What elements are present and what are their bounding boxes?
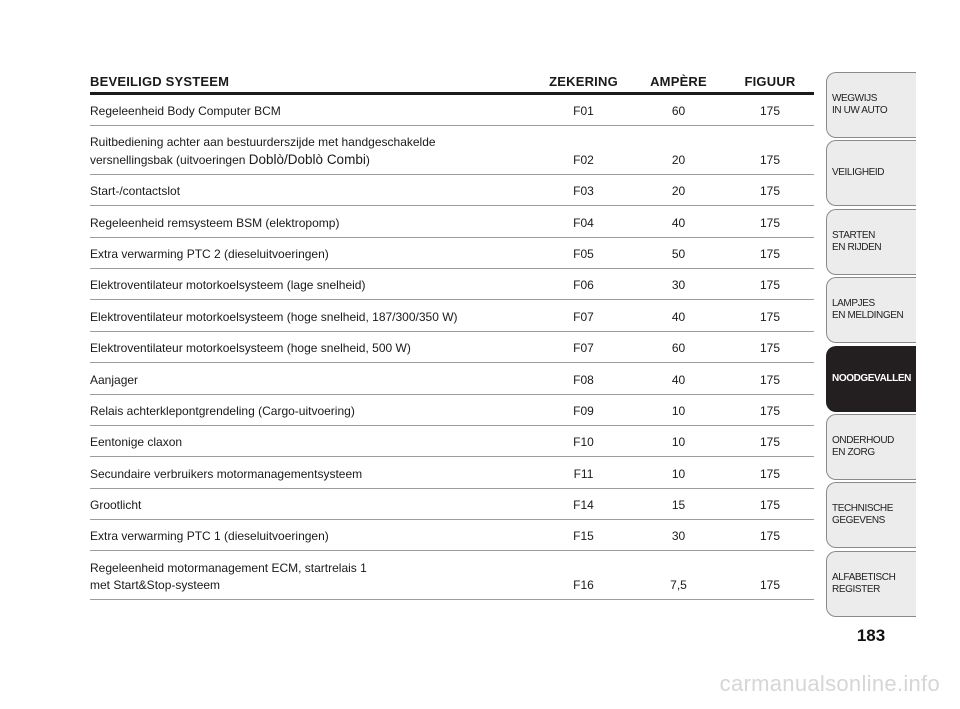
cell-fuse: F16 bbox=[573, 577, 594, 592]
cell-system: Elektroventilateur motorkoelsysteem (lage snelheid) bbox=[90, 278, 366, 293]
cell-ampere: 40 bbox=[671, 309, 686, 324]
cell-system: Grootlicht bbox=[90, 498, 142, 513]
cell-system-line2-c: ) bbox=[365, 152, 370, 167]
cell-figure: 175 bbox=[759, 435, 781, 450]
tab-veiligheid[interactable]: VEILIGHEID bbox=[826, 140, 916, 206]
cell-fuse: F11 bbox=[573, 466, 594, 481]
cell-ampere: 15 bbox=[671, 498, 686, 513]
cell-system: Regeleenheid Body Computer BCM bbox=[90, 104, 281, 119]
header-ampere: AMPÈRE bbox=[650, 73, 707, 89]
cell-system bbox=[90, 134, 536, 169]
cell-figure: 175 bbox=[759, 466, 781, 481]
cell-ampere: 20 bbox=[671, 152, 686, 167]
header-figure: FIGUUR bbox=[744, 73, 796, 89]
table-row bbox=[90, 126, 814, 174]
cell-figure: 175 bbox=[759, 104, 781, 119]
cell-system: Start-/contactslot bbox=[90, 184, 181, 199]
cell-fuse: F07 bbox=[573, 341, 594, 356]
cell-ampere: 30 bbox=[671, 278, 686, 293]
header-system: BEVEILIGD SYSTEEM bbox=[90, 73, 230, 89]
cell-system: Elektroventilateur motorkoelsysteem (hoge snelheid, 187/300/350 W) bbox=[90, 309, 458, 324]
cell-figure: 175 bbox=[759, 529, 781, 544]
cell-system: Extra verwarming PTC 2 (dieseluitvoeringen) bbox=[90, 246, 329, 261]
cell-fuse: F04 bbox=[573, 215, 594, 230]
cell-figure: 175 bbox=[759, 309, 781, 324]
chapter-tabs bbox=[826, 72, 916, 619]
table-row bbox=[90, 363, 814, 394]
cell-figure: 175 bbox=[759, 184, 781, 199]
cell-system-line2-b: Doblò/Doblò Combi bbox=[248, 151, 366, 167]
table-row bbox=[90, 206, 814, 237]
table-row bbox=[90, 489, 814, 520]
cell-figure: 175 bbox=[759, 341, 781, 356]
tab-wegwijs[interactable]: WEGWIJS IN UW AUTO bbox=[826, 72, 916, 138]
table-row bbox=[90, 395, 814, 426]
cell-ampere: 50 bbox=[671, 246, 686, 261]
tab-noodgevallen[interactable]: NOODGEVALLEN bbox=[826, 346, 916, 412]
cell-ampere: 10 bbox=[671, 403, 686, 418]
tab-starten-en-rijden[interactable]: STARTEN EN RIJDEN bbox=[826, 209, 916, 275]
cell-fuse: F10 bbox=[573, 435, 594, 450]
cell-ampere: 40 bbox=[671, 215, 686, 230]
table-row bbox=[90, 95, 814, 126]
table-row bbox=[90, 457, 814, 488]
cell-ampere: 10 bbox=[671, 435, 686, 450]
cell-fuse: F15 bbox=[573, 529, 594, 544]
table-header bbox=[90, 70, 814, 95]
cell-system: Regeleenheid remsysteem BSM (elektropomp) bbox=[90, 215, 340, 230]
cell-figure: 175 bbox=[759, 577, 781, 592]
cell-ampere: 60 bbox=[671, 104, 686, 119]
table-row bbox=[90, 175, 814, 206]
cell-figure: 175 bbox=[759, 372, 781, 387]
cell-figure: 175 bbox=[759, 278, 781, 293]
cell-fuse: F08 bbox=[573, 372, 594, 387]
cell-system: Extra verwarming PTC 1 (dieseluitvoeringen) bbox=[90, 529, 329, 544]
fuse-table bbox=[90, 70, 814, 600]
cell-system-line2-a: versnellingsbak (uitvoeringen bbox=[90, 152, 249, 167]
page-number: 183 bbox=[856, 626, 886, 645]
cell-system: Relais achterklepontgrendeling (Cargo-uitvoering) bbox=[90, 403, 355, 418]
cell-system-line1: Ruitbediening achter aan bestuurderszijde met handgeschakelde bbox=[90, 134, 436, 149]
table-row bbox=[90, 269, 814, 300]
cell-figure: 175 bbox=[759, 403, 781, 418]
tab-lampjes-en-meldingen[interactable]: LAMPJES EN MELDINGEN bbox=[826, 277, 916, 343]
cell-fuse: F14 bbox=[573, 498, 594, 513]
table-row bbox=[90, 551, 814, 599]
header-fuse: ZEKERING bbox=[549, 73, 618, 89]
table-row bbox=[90, 300, 814, 331]
cell-fuse: F02 bbox=[573, 152, 594, 167]
cell-system: Aanjager bbox=[90, 372, 139, 387]
cell-system: Eentonige claxon bbox=[90, 435, 183, 450]
cell-ampere: 60 bbox=[671, 341, 686, 356]
cell-ampere: 30 bbox=[671, 529, 686, 544]
cell-system-line1: Regeleenheid motormanagement ECM, startrelais 1 bbox=[90, 560, 367, 575]
cell-fuse: F09 bbox=[573, 403, 594, 418]
cell-fuse: F05 bbox=[573, 246, 594, 261]
table-row bbox=[90, 238, 814, 269]
cell-system: Elektroventilateur motorkoelsysteem (hoge snelheid, 500 W) bbox=[90, 341, 411, 356]
cell-system-line2: met Start&Stop-systeem bbox=[90, 577, 221, 592]
cell-fuse: F01 bbox=[573, 104, 594, 119]
cell-ampere: 40 bbox=[671, 372, 686, 387]
cell-system: Secundaire verbruikers motormanagementsysteem bbox=[90, 466, 363, 481]
cell-figure: 175 bbox=[759, 246, 781, 261]
tab-technische-gegevens[interactable]: TECHNISCHE GEGEVENS bbox=[826, 482, 916, 548]
cell-figure: 175 bbox=[759, 152, 781, 167]
cell-figure: 175 bbox=[759, 498, 781, 513]
cell-fuse: F07 bbox=[573, 309, 594, 324]
cell-fuse: F06 bbox=[573, 278, 594, 293]
tab-onderhoud-en-zorg[interactable]: ONDERHOUD EN ZORG bbox=[826, 414, 916, 480]
table-row bbox=[90, 520, 814, 551]
table-row bbox=[90, 332, 814, 363]
cell-ampere: 10 bbox=[671, 466, 686, 481]
table-row bbox=[90, 426, 814, 457]
cell-ampere: 7,5 bbox=[670, 577, 687, 592]
cell-fuse: F03 bbox=[573, 184, 594, 199]
cell-system bbox=[90, 560, 536, 594]
cell-ampere: 20 bbox=[671, 184, 686, 199]
watermark: carmanualsonline.info bbox=[719, 671, 940, 696]
tab-alfabetisch-register[interactable]: ALFABETISCH REGISTER bbox=[826, 551, 916, 617]
cell-figure: 175 bbox=[759, 215, 781, 230]
